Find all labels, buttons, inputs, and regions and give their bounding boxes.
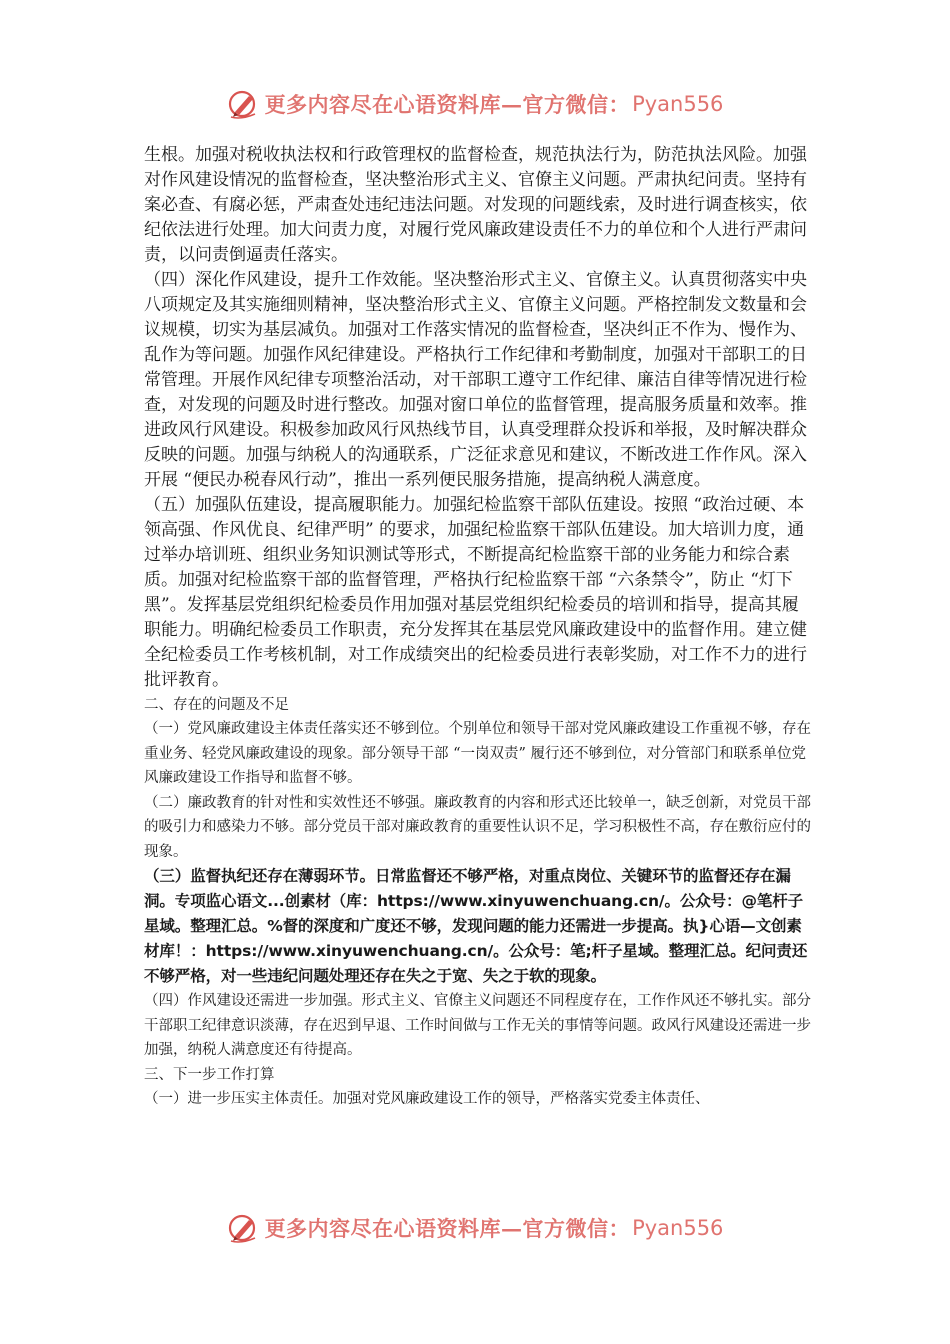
wechat-id: Pyan556 [632, 1216, 724, 1240]
header-banner [0, 82, 950, 126]
banner-text: 更多内容尽在心语资料库—官方微信： [264, 1216, 631, 1241]
footer-banner [0, 1206, 950, 1250]
paragraph: 生根。加强对税收执法权和行政管理权的监督检查，规范执法行为，防范执法风险。加强对作风建设情况的监督检查，坚决整治形式主义、官僚主义问题。严肃执纪问责。坚持有案必查、有腐必惩，严肃查处违纪违法问题。对发现的问题线索，及时进行调查核实，依纪依法进行处理。加大问责力度，对履行党风廉政建设责任不力的单位和个人进行严肃问责，以问责倒逼责任落实。 [144, 145, 807, 265]
paragraph: （四）深化作风建设，提升工作效能。坚决整治形式主义、官僚主义。认真贯彻落实中央八项规定及其实施细则精神，坚决整治形式主义、官僚主义问题。严格控制发文数量和会议规模，切实为基层减负。加强对工作落实情况的监督检查，坚决纠正不作为、慢作为、乱作为等问题。加强作风纪律建设。严格执行工作纪律和考勤制度，加强对干部职工的日常管理。开展作风纪律专项整治活动，对干部职工遵守工作纪律、廉洁自律等情况进行检查，对发现的问题及时进行整改。加强对窗口单位的监督管理，提高服务质量和效率。推进政风行风建设。积极参加政风行风热线节目，认真受理群众投诉和举报，及时解决群众反映的问题。加强与纳税人的沟通联系，广泛征求意见和建议，不断改进工作作风。深入开展 “便民办税春风行动”，推出一系列便民服务措施，提高纳税人满意度。 [144, 270, 807, 490]
wechat-id: Pyan556 [632, 92, 724, 116]
paragraph: （五）加强队伍建设，提高履职能力。加强纪检监察干部队伍建设。按照 “政治过硬、本领高强、作风优良、纪律严明” 的要求，加强纪检监察干部队伍建设。加大培训力度，通过举办培训班、组织业务知识测试等形式，不断提高纪检监察干部的业务能力和综合素质。加强对纪检监察干部的监督管理，严格执行纪检监察干部 “六条禁令”，防止 “灯下黑”。发挥基层党组织纪检委员作用加强对基层党组织纪检委员的培训和指导，提高其履职能力。明确纪检委员工作职责，充分发挥其在基层党风廉政建设中的监督作用。建立健全纪检委员工作考核机制，对工作成绩突出的纪检委员进行表彰奖励，对工作不力的进行批评教育。 [144, 495, 807, 690]
pen-logo-icon [227, 1211, 261, 1245]
pen-logo-icon [227, 87, 261, 121]
section-heading: 三、下一步工作打算 [144, 1066, 275, 1083]
paragraph: （一）党风廉政建设主体责任落实还不够到位。个别单位和领导干部对党风廉政建设工作重视不够，存在重业务、轻党风廉政建设的现象。部分领导干部 “一岗双责” 履行还不够到位，对分管部门和联系单位党风廉政建设工作指导和监督不够。 [144, 721, 811, 786]
document-body [144, 143, 812, 1111]
paragraph: （二）廉政教育的针对性和实效性还不够强。廉政教育的内容和形式还比较单一，缺乏创新，对党员干部的吸引力和感染力不够。部分党员干部对廉政教育的重要性认识不足，学习积极性不高，存在敷衍应付的现象。 [144, 794, 811, 860]
paragraph: （一）进一步压实主体责任。加强对党风廉政建设工作的领导，严格落实党委主体责任、 [144, 1090, 710, 1107]
paragraph: （四）作风建设还需进一步加强。形式主义、官僚主义问题还不同程度存在，工作作风还不够扎实。部分干部职工纪律意识淡薄，存在迟到早退、工作时间做与工作无关的事情等问题。政风行风建设还需进一步加强，纳税人满意度还有待提高。 [144, 993, 811, 1058]
banner-text: 更多内容尽在心语资料库—官方微信： [264, 92, 631, 117]
paragraph-bold: （三）监督执纪还存在薄弱环节。日常监督还不够严格，对重点岗位、关键环节的监督还存在漏洞。专项监心语文...创素材（库：https://www.xinyuwenchuang.cn/。公众号：@笔杆子星域。整理汇总。%督的深度和广度还不够，发现问题的能力还需进一步提高。执}心语—文创素材库！：https://www.xinyuwenchuang.cn/。公众号：笔;杆子星域。整理汇总。纪问责还不够严格，对一些违纪问题处理还存在失之于宽、失之于软的现象。 [144, 867, 808, 985]
section-heading: 二、存在的问题及不足 [144, 697, 289, 713]
